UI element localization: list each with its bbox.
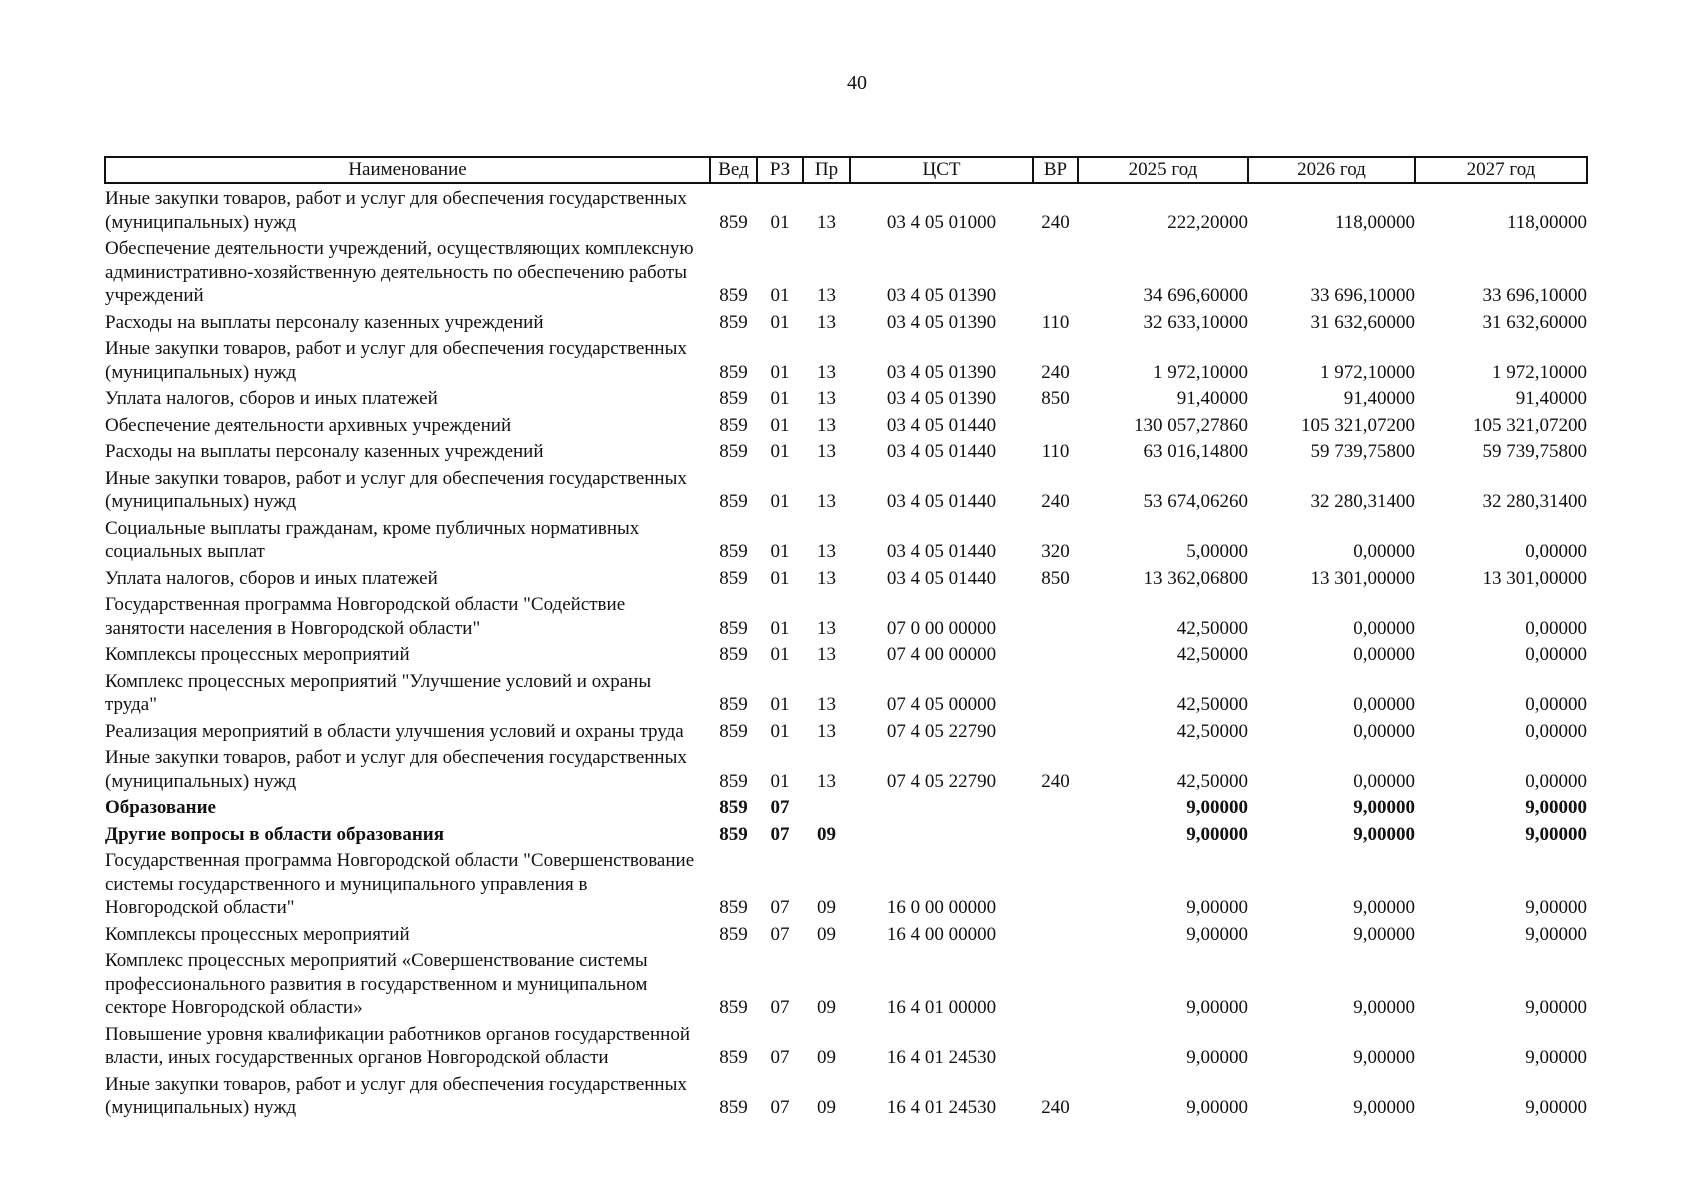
cell-pr: 13 xyxy=(817,361,836,383)
cell-pr: 09 xyxy=(817,1047,836,1068)
table-row xyxy=(105,717,1587,744)
cell-2027: 9,00000 xyxy=(1525,797,1587,818)
cell-2027: 31 632,60000 xyxy=(1482,311,1587,333)
cell-cst: 16 4 01 24530 xyxy=(886,1047,997,1068)
cell-name: Комплексы процессных мероприятий xyxy=(105,923,410,945)
cell-ved: 859 xyxy=(719,797,748,818)
table-row xyxy=(105,514,1587,564)
cell-vr xyxy=(1033,590,1078,640)
cell-ved: 859 xyxy=(719,567,748,589)
col-header-ved: Вед xyxy=(710,157,757,183)
cell-2027: 0,00000 xyxy=(1525,644,1587,665)
table-row xyxy=(105,590,1587,640)
cell-rz: 07 xyxy=(770,923,790,945)
cell-2025: 34 696,60000 xyxy=(1143,285,1248,306)
cell-2026: 32 280,31400 xyxy=(1310,491,1415,512)
cell-cst: 07 0 00 00000 xyxy=(886,617,997,639)
cell-vr: 240 xyxy=(1041,361,1070,383)
cell-2026: 9,00000 xyxy=(1353,997,1415,1018)
cell-rz: 01 xyxy=(770,720,790,742)
cell-cst: 16 0 00 00000 xyxy=(886,897,997,918)
table-row xyxy=(105,667,1587,717)
cell-rz: 01 xyxy=(770,211,790,233)
cell-cst: 03 4 05 01390 xyxy=(886,285,997,306)
cell-2027: 32 280,31400 xyxy=(1482,491,1587,512)
cell-cst: 03 4 05 01390 xyxy=(886,311,997,333)
cell-2026: 0,00000 xyxy=(1353,617,1415,639)
col-header-2025: 2025 год xyxy=(1078,157,1248,183)
table-row xyxy=(105,946,1587,1020)
cell-2026: 9,00000 xyxy=(1353,797,1415,818)
cell-2025: 32 633,10000 xyxy=(1143,311,1248,333)
cell-pr: 13 xyxy=(817,541,836,562)
cell-2025: 53 674,06260 xyxy=(1143,491,1248,512)
cell-vr xyxy=(1033,920,1078,947)
col-header-rz: РЗ xyxy=(757,157,803,183)
cell-ved: 859 xyxy=(719,823,748,845)
cell-2025: 42,50000 xyxy=(1176,694,1248,715)
cell-pr: 13 xyxy=(817,694,836,715)
cell-cst: 07 4 05 22790 xyxy=(886,720,997,742)
cell-name: Уплата налогов, сборов и иных платежей xyxy=(105,567,438,589)
cell-rz: 01 xyxy=(770,441,790,462)
cell-rz: 01 xyxy=(770,285,790,306)
cell-vr xyxy=(1033,946,1078,1020)
cell-ved: 859 xyxy=(719,1047,748,1068)
cell-name: Иные закупки товаров, работ и услуг для обеспечения государственных (муниципальных) нужд xyxy=(105,1073,687,1118)
cell-rz: 01 xyxy=(770,491,790,512)
cell-cst: 03 4 05 01440 xyxy=(886,541,997,562)
cell-name: Комплекс процессных мероприятий «Совершенствование системы профессионального развития в государственном и муниципальном секторе Новгородской области» xyxy=(105,950,648,1018)
cell-2027: 59 739,75800 xyxy=(1482,441,1587,462)
cell-cst: 16 4 01 00000 xyxy=(886,997,997,1018)
cell-pr: 13 xyxy=(817,441,836,462)
cell-cst xyxy=(850,820,1033,847)
cell-name: Иные закупки товаров, работ и услуг для обеспечения государственных (муниципальных) нужд xyxy=(105,338,687,383)
table-row xyxy=(105,920,1587,947)
cell-ved: 859 xyxy=(719,644,748,665)
cell-vr: 240 xyxy=(1041,1097,1070,1118)
cell-rz: 07 xyxy=(770,797,790,818)
cell-ved: 859 xyxy=(719,1097,748,1118)
cell-cst xyxy=(850,793,1033,820)
cell-2026: 0,00000 xyxy=(1353,770,1415,792)
cell-name: Уплата налогов, сборов и иных платежей xyxy=(105,388,438,409)
cell-2025: 130 057,27860 xyxy=(1134,414,1248,436)
cell-pr: 09 xyxy=(817,1097,836,1118)
cell-2027: 9,00000 xyxy=(1525,997,1587,1018)
col-header-cst: ЦСТ xyxy=(850,157,1033,183)
cell-ved: 859 xyxy=(719,694,748,715)
cell-2025: 42,50000 xyxy=(1176,770,1248,792)
cell-vr xyxy=(1033,640,1078,667)
cell-pr xyxy=(803,793,850,820)
cell-rz: 07 xyxy=(770,1097,790,1118)
cell-name: Социальные выплаты гражданам, кроме публичных нормативных социальных выплат xyxy=(105,517,640,562)
cell-ved: 859 xyxy=(719,211,748,233)
table-row xyxy=(105,1070,1587,1120)
cell-name: Иные закупки товаров, работ и услуг для обеспечения государственных (муниципальных) нужд xyxy=(105,747,687,792)
col-header-2026: 2026 год xyxy=(1248,157,1415,183)
cell-vr: 850 xyxy=(1041,567,1070,589)
table-row xyxy=(105,334,1587,384)
cell-2026: 9,00000 xyxy=(1353,1097,1415,1118)
cell-2026: 1 972,10000 xyxy=(1320,361,1415,383)
cell-ved: 859 xyxy=(719,720,748,742)
cell-rz: 07 xyxy=(770,1047,790,1068)
cell-rz: 07 xyxy=(770,823,790,845)
cell-cst: 03 4 05 01440 xyxy=(886,414,997,436)
cell-name: Государственная программа Новгородской области "Содействие занятости населения в Новгородской области" xyxy=(105,594,626,639)
cell-rz: 07 xyxy=(770,897,790,918)
cell-pr: 13 xyxy=(817,644,836,665)
cell-cst: 03 4 05 01440 xyxy=(886,491,997,512)
cell-ved: 859 xyxy=(719,923,748,945)
cell-2027: 0,00000 xyxy=(1525,694,1587,715)
cell-2025: 9,00000 xyxy=(1186,923,1248,945)
cell-rz: 01 xyxy=(770,388,790,409)
cell-2027: 0,00000 xyxy=(1525,720,1587,742)
cell-2025: 91,40000 xyxy=(1176,388,1248,409)
cell-pr: 13 xyxy=(817,617,836,639)
cell-pr: 13 xyxy=(817,388,836,409)
table-row xyxy=(105,564,1587,591)
cell-ved: 859 xyxy=(719,770,748,792)
cell-rz: 01 xyxy=(770,414,790,436)
cell-2026: 105 321,07200 xyxy=(1301,414,1415,436)
cell-2026: 91,40000 xyxy=(1343,388,1415,409)
cell-rz: 01 xyxy=(770,541,790,562)
cell-rz: 01 xyxy=(770,361,790,383)
cell-ved: 859 xyxy=(719,541,748,562)
cell-ved: 859 xyxy=(719,491,748,512)
cell-2025: 9,00000 xyxy=(1186,997,1248,1018)
cell-2025: 1 972,10000 xyxy=(1153,361,1248,383)
table-row xyxy=(105,640,1587,667)
cell-name: Государственная программа Новгородской области "Совершенствование системы государственного и муниципального управления в Новгородской области" xyxy=(105,850,695,918)
cell-2027: 9,00000 xyxy=(1525,897,1587,918)
cell-2027: 9,00000 xyxy=(1525,1097,1587,1118)
cell-2026: 0,00000 xyxy=(1353,720,1415,742)
cell-cst: 07 4 00 00000 xyxy=(886,644,997,665)
cell-vr xyxy=(1033,793,1078,820)
cell-vr: 110 xyxy=(1041,441,1070,462)
table-row xyxy=(105,464,1587,514)
cell-2027: 1 972,10000 xyxy=(1492,361,1587,383)
cell-cst: 03 4 05 01000 xyxy=(886,211,997,233)
cell-rz: 01 xyxy=(770,311,790,333)
col-header-name: Наименование xyxy=(105,157,710,183)
cell-2026: 9,00000 xyxy=(1353,823,1415,845)
cell-vr xyxy=(1033,820,1078,847)
cell-2027: 118,00000 xyxy=(1506,211,1587,233)
cell-ved: 859 xyxy=(719,997,748,1018)
cell-2027: 0,00000 xyxy=(1525,770,1587,792)
cell-rz: 01 xyxy=(770,770,790,792)
cell-2027: 9,00000 xyxy=(1525,1047,1587,1068)
cell-vr xyxy=(1033,846,1078,920)
cell-2026: 0,00000 xyxy=(1353,644,1415,665)
cell-2027: 0,00000 xyxy=(1525,617,1587,639)
cell-2026: 0,00000 xyxy=(1353,541,1415,562)
cell-2026: 59 739,75800 xyxy=(1310,441,1415,462)
cell-ved: 859 xyxy=(719,897,748,918)
cell-2027: 13 301,00000 xyxy=(1482,567,1587,589)
cell-name: Повышение уровня квалификации работников органов государственной власти, иных государственных органов Новгородской области xyxy=(105,1023,690,1068)
cell-vr: 240 xyxy=(1041,491,1070,512)
cell-pr: 13 xyxy=(817,491,836,512)
table-row xyxy=(105,743,1587,793)
cell-cst: 16 4 01 24530 xyxy=(886,1097,997,1118)
cell-pr: 09 xyxy=(817,997,836,1018)
cell-rz: 01 xyxy=(770,567,790,589)
cell-2025: 9,00000 xyxy=(1186,1047,1248,1068)
cell-vr: 240 xyxy=(1041,211,1070,233)
cell-ved: 859 xyxy=(719,388,748,409)
cell-pr: 09 xyxy=(817,823,836,845)
cell-2025: 63 016,14800 xyxy=(1143,441,1248,462)
cell-pr: 09 xyxy=(817,897,836,918)
table-row xyxy=(105,820,1587,847)
cell-ved: 859 xyxy=(719,311,748,333)
cell-name: Другие вопросы в области образования xyxy=(105,823,445,845)
table-row xyxy=(105,384,1587,411)
cell-rz: 07 xyxy=(770,997,790,1018)
table-row xyxy=(105,411,1587,438)
cell-cst: 03 4 05 01440 xyxy=(886,441,997,462)
cell-2026: 9,00000 xyxy=(1353,897,1415,918)
cell-cst: 03 4 05 01390 xyxy=(886,361,997,383)
cell-cst: 16 4 00 00000 xyxy=(886,923,997,945)
budget-table xyxy=(104,156,1588,1120)
cell-ved: 859 xyxy=(719,361,748,383)
cell-name: Обеспечение деятельности архивных учреждений xyxy=(105,414,512,436)
cell-2025: 42,50000 xyxy=(1176,720,1248,742)
cell-2025: 222,20000 xyxy=(1167,211,1248,233)
cell-cst: 07 4 05 22790 xyxy=(886,770,997,792)
cell-pr: 13 xyxy=(817,311,836,333)
cell-2026: 33 696,10000 xyxy=(1310,285,1415,306)
cell-2027: 33 696,10000 xyxy=(1482,285,1587,306)
cell-rz: 01 xyxy=(770,694,790,715)
cell-pr: 09 xyxy=(817,923,836,945)
cell-cst: 07 4 05 00000 xyxy=(886,694,997,715)
cell-name: Иные закупки товаров, работ и услуг для обеспечения государственных (муниципальных) нужд xyxy=(105,467,687,512)
cell-ved: 859 xyxy=(719,414,748,436)
cell-2025: 9,00000 xyxy=(1186,1097,1248,1118)
cell-name: Расходы на выплаты персоналу казенных учреждений xyxy=(105,441,544,462)
cell-2026: 0,00000 xyxy=(1353,694,1415,715)
col-header-vr: ВР xyxy=(1033,157,1078,183)
cell-2027: 91,40000 xyxy=(1515,388,1587,409)
col-header-pr: Пр xyxy=(803,157,850,183)
cell-ved: 859 xyxy=(719,285,748,306)
cell-2025: 9,00000 xyxy=(1186,797,1248,818)
table-row xyxy=(105,183,1587,234)
cell-ved: 859 xyxy=(719,617,748,639)
table-row xyxy=(105,308,1587,335)
cell-pr: 13 xyxy=(817,211,836,233)
cell-vr xyxy=(1033,411,1078,438)
table-header-row xyxy=(105,157,1587,183)
cell-name: Комплексы процессных мероприятий xyxy=(105,644,410,665)
cell-vr: 850 xyxy=(1041,388,1070,409)
cell-2026: 31 632,60000 xyxy=(1310,311,1415,333)
cell-2027: 9,00000 xyxy=(1525,823,1587,845)
col-header-2027: 2027 год xyxy=(1415,157,1587,183)
cell-2025: 13 362,06800 xyxy=(1143,567,1248,589)
cell-cst: 03 4 05 01440 xyxy=(886,567,997,589)
table-row xyxy=(105,234,1587,308)
cell-pr: 13 xyxy=(817,285,836,306)
cell-pr: 13 xyxy=(817,770,836,792)
table-row xyxy=(105,793,1587,820)
cell-pr: 13 xyxy=(817,567,836,589)
cell-2025: 42,50000 xyxy=(1176,617,1248,639)
cell-cst: 03 4 05 01390 xyxy=(886,388,997,409)
cell-vr: 240 xyxy=(1041,770,1070,792)
cell-rz: 01 xyxy=(770,644,790,665)
cell-2026: 118,00000 xyxy=(1334,211,1415,233)
cell-vr xyxy=(1033,1020,1078,1070)
cell-vr xyxy=(1033,667,1078,717)
cell-vr xyxy=(1033,717,1078,744)
cell-name: Комплекс процессных мероприятий "Улучшение условий и охраны труда" xyxy=(105,670,652,715)
cell-name: Реализация мероприятий в области улучшения условий и охраны труда xyxy=(105,720,684,742)
cell-ved: 859 xyxy=(719,441,748,462)
page-number: 40 xyxy=(847,72,867,94)
cell-2026: 9,00000 xyxy=(1353,1047,1415,1068)
cell-pr: 13 xyxy=(817,720,836,742)
cell-2026: 9,00000 xyxy=(1353,923,1415,945)
cell-pr: 13 xyxy=(817,414,836,436)
cell-name: Обеспечение деятельности учреждений, осуществляющих комплексную административно-хозяйственную деятельность по обеспечению работы учреждений xyxy=(105,238,694,306)
table-body xyxy=(105,183,1587,1120)
cell-vr xyxy=(1033,234,1078,308)
cell-2027: 0,00000 xyxy=(1525,541,1587,562)
cell-vr: 320 xyxy=(1041,541,1070,562)
cell-2026: 13 301,00000 xyxy=(1310,567,1415,589)
table-row xyxy=(105,846,1587,920)
table-row xyxy=(105,1020,1587,1070)
cell-vr: 110 xyxy=(1041,311,1070,333)
cell-2025: 9,00000 xyxy=(1186,823,1248,845)
cell-2027: 105 321,07200 xyxy=(1473,414,1587,436)
cell-2025: 42,50000 xyxy=(1176,644,1248,665)
cell-2027: 9,00000 xyxy=(1525,923,1587,945)
cell-rz: 01 xyxy=(770,617,790,639)
cell-2025: 9,00000 xyxy=(1186,897,1248,918)
table-row xyxy=(105,437,1587,464)
cell-2025: 5,00000 xyxy=(1186,541,1248,562)
cell-name: Иные закупки товаров, работ и услуг для обеспечения государственных (муниципальных) нужд xyxy=(105,188,687,233)
cell-name: Образование xyxy=(105,797,216,818)
cell-name: Расходы на выплаты персоналу казенных учреждений xyxy=(105,311,544,333)
